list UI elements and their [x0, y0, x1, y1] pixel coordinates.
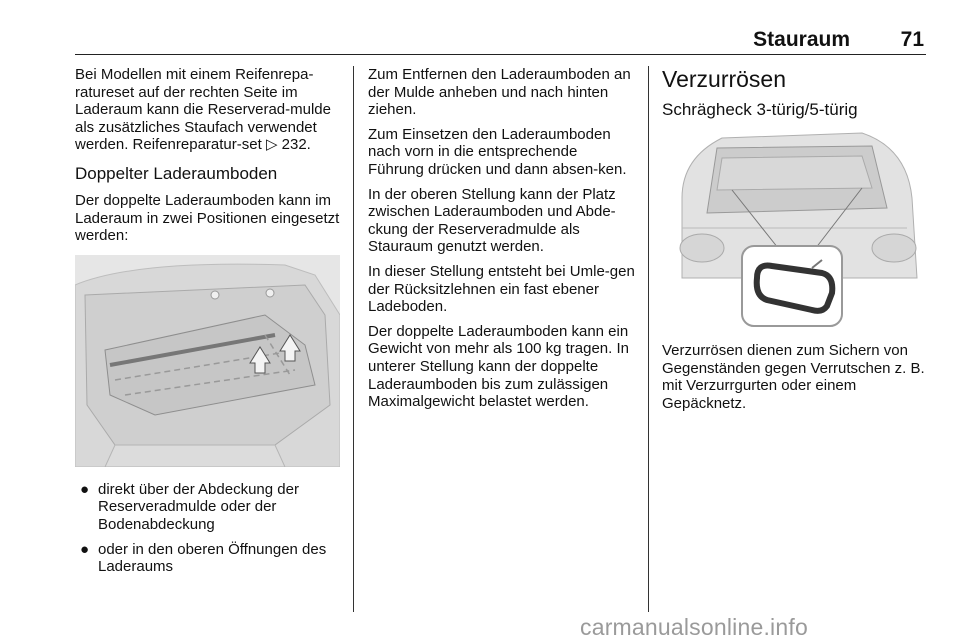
page-header — [75, 28, 926, 55]
paragraph: In dieser Stellung entsteht bei Umle-gen der Rücksitzlehnen ein fast ebener Ladeboden. — [368, 262, 635, 316]
paragraph: Zum Einsetzen den Laderaumboden nach vorn in die entsprechende Führung drücken und dann absen-ken. — [368, 125, 627, 178]
subheading-schraegheck: Schrägheck 3-türig/5-türig — [662, 100, 858, 119]
paragraph: In der oberen Stellung kann der Platz zwischen Laderaumboden und Abde-ckung der Reserveradmulde als Stauraum genutzt werden. — [368, 185, 616, 256]
subheading-doppelter-laderaumboden: Doppelter Laderaumboden — [75, 163, 278, 183]
lashing-eye-illustration — [662, 128, 928, 328]
paragraph: Der doppelte Laderaumboden kann im Laderaum in zwei Positionen eingesetzt werden: — [75, 191, 340, 245]
section-title: Stauraum — [753, 28, 850, 51]
list-item: ● direkt über der Abdeckung der Reserveradmulde oder der Bodenabdeckung — [80, 480, 299, 533]
column-left — [75, 66, 340, 583]
ref-page: 232. — [281, 136, 311, 154]
position-list — [75, 481, 340, 576]
paragraph: Verzurrösen dienen zum Sichern von Gegenständen gegen Verrutschen z. B. mit Verzurrgurten oder einem Gepäcknetz. — [662, 342, 925, 412]
paragraph: Zum Entfernen den Laderaumboden an der Mulde anheben und nach hinten ziehen. — [368, 66, 631, 119]
paragraph: Der doppelte Laderaumboden kann ein Gewicht von mehr als 100 kg tragen. In unterer Stellung kann der doppelte Laderaumboden bis zum zulässigen Maximalgewicht belastet werden. — [368, 322, 629, 411]
column-middle — [368, 66, 636, 418]
intro-paragraph: Bei Modellen mit einem Reifenrepa-ratureset auf der rechten Seite im Laderaum kann die Reserverad-mulde als zusätzliches Staufach verwendet werden. Reifenreparatur-set ▷ 232. — [75, 66, 331, 154]
column-divider — [353, 66, 354, 612]
watermark: carmanualsonline.info — [580, 614, 808, 640]
column-divider — [648, 66, 649, 612]
page-number: 71 — [900, 28, 924, 51]
heading-verzurroesen: Verzurrösen — [662, 66, 787, 92]
list-item: ● oder in den oberen Öffnungen des Laderaums — [80, 540, 327, 576]
ref-arrow-icon: ▷ — [265, 136, 278, 154]
cargo-floor-illustration — [75, 255, 340, 467]
column-right — [662, 66, 928, 419]
